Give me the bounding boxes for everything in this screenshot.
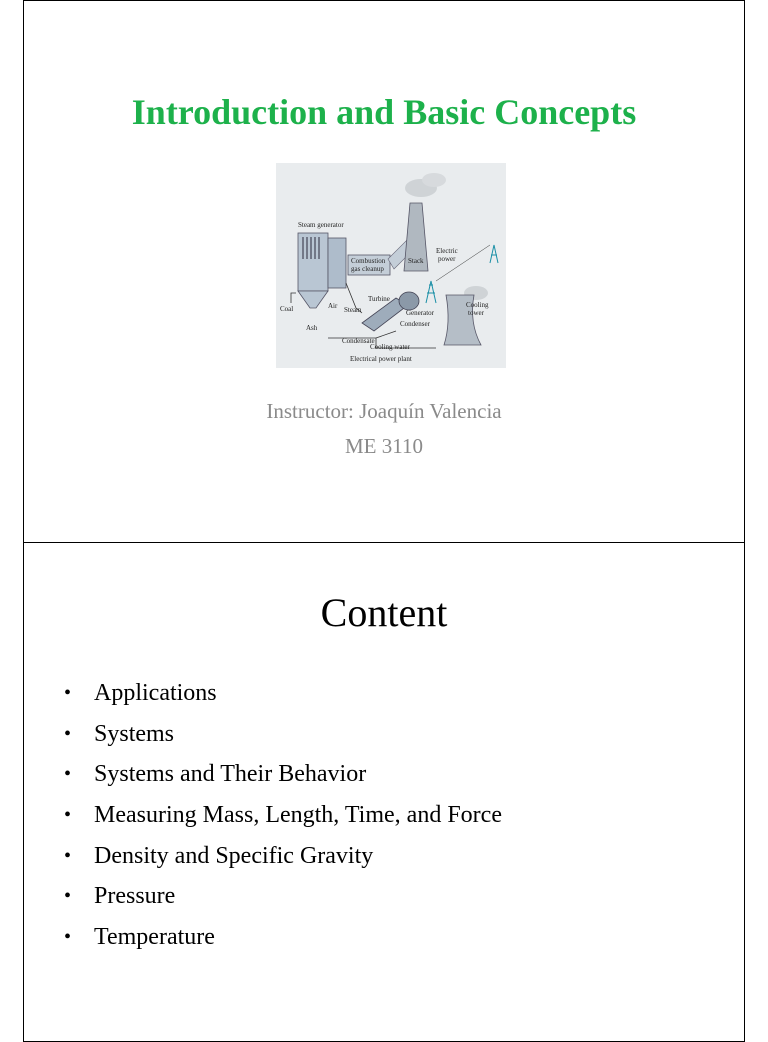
label-cooling: Cooling [466, 301, 489, 309]
figure-caption: Electrical power plant [350, 355, 412, 363]
bullet-icon: • [64, 844, 72, 867]
list-item-label: Density and Specific Gravity [94, 842, 374, 869]
label-steam-generator: Steam generator [298, 221, 344, 229]
label-cooling-water: Cooling water [370, 343, 410, 351]
label-condenser: Condenser [400, 320, 430, 328]
label-coal: Coal [280, 305, 294, 313]
label-electric: Electric [436, 247, 458, 255]
slide-content [23, 542, 745, 1042]
bullet-icon: • [64, 682, 72, 704]
label-turbine: Turbine [368, 295, 390, 303]
instructor-name: Instructor: Joaquín Valencia [266, 399, 502, 423]
slide-title [23, 0, 745, 544]
list-item [64, 795, 502, 836]
label-generator: Generator [406, 309, 434, 317]
list-item [64, 673, 502, 714]
slide-title-heading: Introduction and Basic Concepts [131, 92, 637, 132]
list-item [64, 836, 502, 877]
list-item [64, 714, 502, 755]
list-item-label: Pressure [94, 883, 176, 910]
list-item [64, 917, 502, 958]
list-item [64, 876, 502, 917]
course-code: ME 3110 [345, 434, 423, 458]
list-item-label: Systems [94, 720, 175, 747]
label-tower: tower [468, 309, 484, 317]
list-item-label: Applications [94, 680, 217, 706]
label-ash: Ash [306, 324, 318, 332]
label-steam: Steam [344, 306, 362, 314]
list-item-label: Measuring Mass, Length, Time, and Force [94, 802, 502, 829]
label-stack: Stack [408, 257, 424, 265]
list-item-label: Systems and Their Behavior [94, 761, 367, 788]
bullet-icon: • [64, 722, 72, 745]
label-condensate: Condensate [342, 337, 375, 345]
content-heading: Content [320, 590, 448, 635]
list-item-label: Temperature [94, 924, 215, 951]
bullet-icon: • [64, 763, 72, 786]
power-plant-diagram [276, 163, 506, 368]
power-plant-illustration [276, 163, 506, 368]
bullet-icon: • [64, 926, 72, 949]
label-gas-cleanup: gas cleanup [351, 265, 384, 273]
list-item [64, 754, 502, 795]
content-list [64, 673, 502, 958]
bullet-icon: • [64, 885, 72, 908]
bullet-icon: • [64, 804, 72, 827]
label-power: power [438, 255, 456, 263]
label-air: Air [328, 302, 338, 310]
label-combustion: Combustion [351, 257, 386, 265]
